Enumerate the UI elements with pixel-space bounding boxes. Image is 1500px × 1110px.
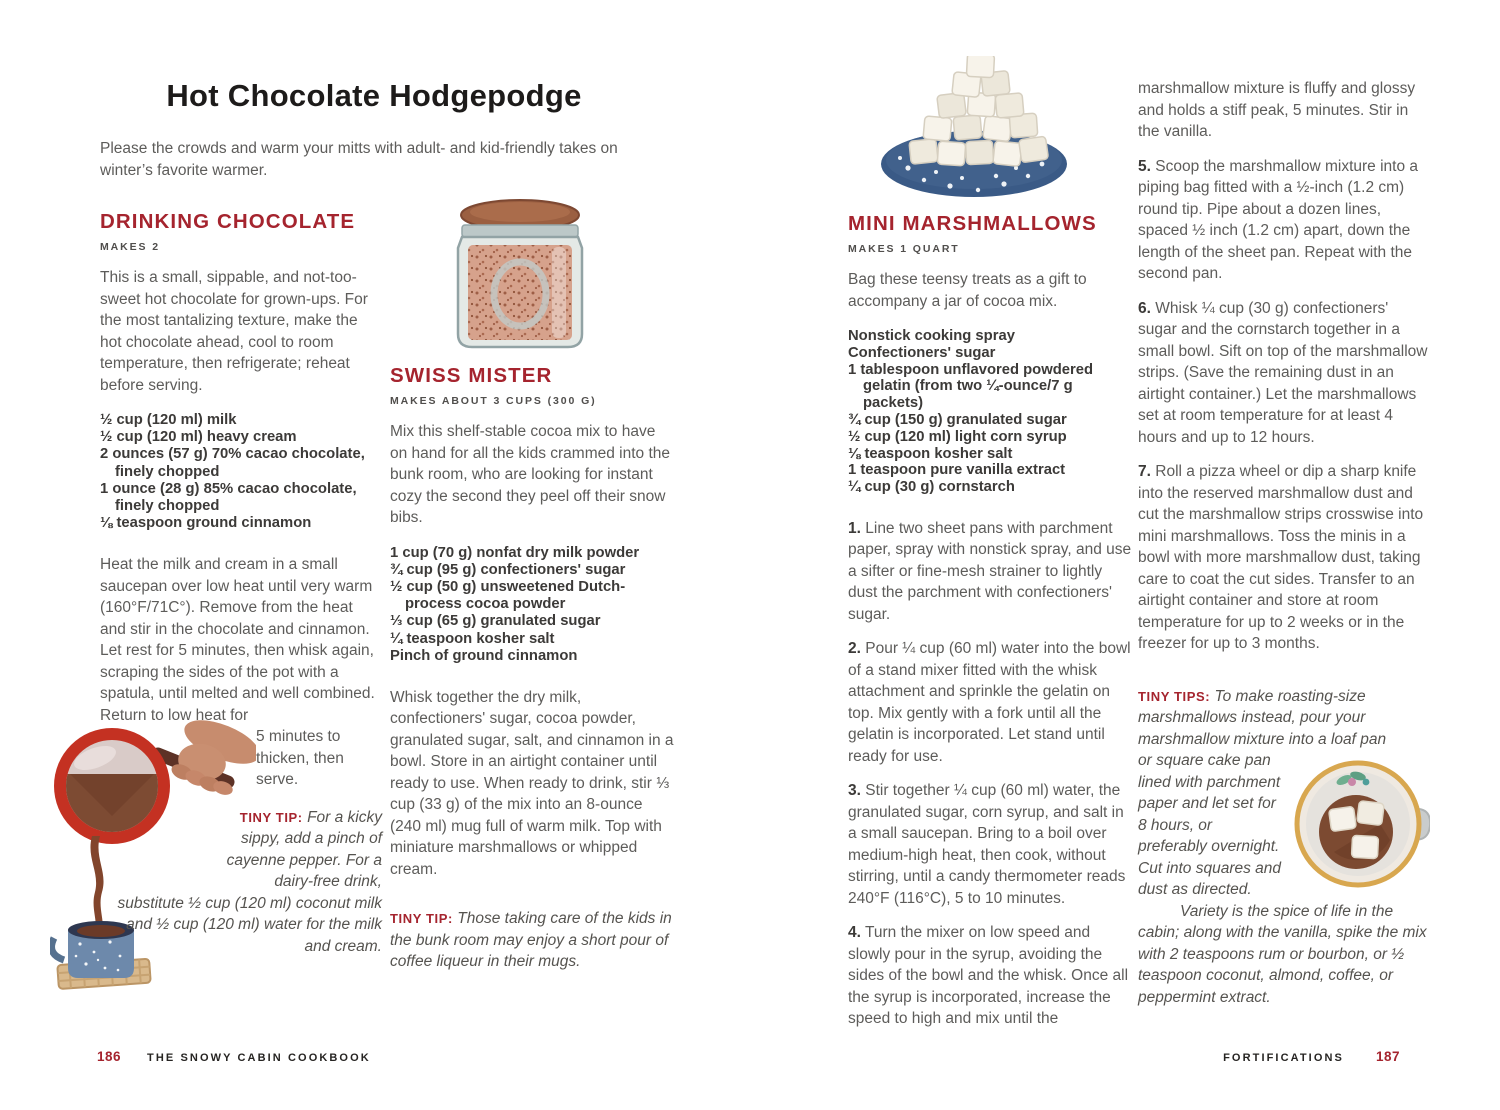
recipe-step	[848, 922, 1134, 1030]
page-title: Hot Chocolate Hodgepodge	[166, 78, 582, 113]
tiny-tips	[1138, 686, 1430, 751]
ingredient-line: 1 teaspoon pure vanilla extract	[848, 462, 1066, 479]
ingredient-list	[848, 328, 1134, 496]
tiny-tips-text-2: or square cake pan lined with parchment paper and let set for 8 hours, or preferably overnight. Cut into squares and dust as directed.	[1138, 752, 1282, 898]
tiny-tips-wrap	[1138, 750, 1430, 901]
footer-left	[97, 1049, 371, 1064]
step-text: Turn the mixer on low speed and slowly pour in the syrup, avoiding the sides of the bowl and the whisk. Once all the syrup is incorporated, increase the speed to high and mix until the	[848, 924, 1129, 1028]
recipe-instructions-tail: 5 minutes to thicken, then serve.	[256, 728, 344, 789]
step-continuation: marshmallow mixture is fluffy and glossy and holds a stiff peak, 5 minutes. Stir in the vanilla.	[1138, 80, 1416, 140]
recipe-yield: MAKES 2	[100, 241, 160, 253]
ingredient-line: Nonstick cooking spray	[848, 328, 1015, 344]
cocoa-mix-jar-illustration	[432, 194, 608, 354]
step-number: 2.	[848, 640, 861, 658]
recipe-instructions: Whisk together the dry milk, confectioners' sugar, cocoa powder, granulated sugar, salt, and cinnamon in a bowl. Store in an airtight container until ready to use. When ready to drink, stir ⅓ cup (33 g) of the mix into an 8-ounce (240 ml) mug full of warm milk. Top with miniature marshmallows or whipped cream.	[390, 688, 674, 878]
swiss-mister-section	[390, 364, 676, 973]
ingredient-line: ½ cup (120 ml) heavy cream	[100, 429, 297, 446]
recipe-step	[848, 780, 1134, 909]
recipe-intro: This is a small, sippable, and not-too-sweet hot chocolate for grown-ups. For the most tantalizing texture, make the hot chocolate ahead, cool to room temperature, then refrigerate; reheat before serving.	[100, 269, 368, 394]
spread-intro-text: Please the crowds and warm your mitts with adult- and kid-friendly takes on winter’s favorite warmer.	[100, 140, 618, 179]
mini-marshmallows-section	[848, 212, 1134, 1043]
spread-intro-block	[100, 138, 632, 182]
step-text: Roll a pizza wheel or dip a sharp knife into the reserved marshmallow dust and cut the marshmallow strips crosswise into mini marshmallows. Toss the minis in a bowl with more marshmallow dust, taking care to coat the cut sides. Transfer to an airtight container and store at room temperature for up to 2 weeks or in the freezer for up to 3 months.	[1138, 463, 1424, 652]
ingredient-line: ½ cup (120 ml) light corn syrup	[848, 428, 1067, 445]
tiny-tip	[100, 807, 382, 958]
ingredient-line: ½ cup (50 g) unsweetened Dutch-process cocoa powder	[390, 578, 626, 613]
ingredient-line: 1 tablespoon unflavored powdered gelatin (from two ¼-ounce/7 g packets)	[848, 361, 1094, 412]
ingredient-line: 1 ounce (28 g) 85% cacao chocolate, finely chopped	[100, 480, 357, 515]
ingredient-line: Pinch of ground cinnamon	[390, 647, 578, 664]
step-list	[848, 518, 1134, 1030]
footer-right	[1223, 1049, 1400, 1064]
drinking-chocolate-section	[100, 210, 382, 957]
ingredient-line: ¾ cup (150 g) granulated sugar	[848, 411, 1067, 428]
tiny-tips-label: TINY TIPS:	[1138, 688, 1211, 704]
ingredient-line: 1 cup (70 g) nonfat dry milk powder	[390, 544, 640, 561]
tiny-tip-label: TINY TIP:	[390, 911, 453, 927]
ingredient-line: ⅛ teaspoon ground cinnamon	[100, 515, 312, 532]
ingredient-list	[390, 545, 676, 665]
page-number-right: 187	[1375, 1049, 1400, 1064]
marshmallow-pile	[909, 56, 1049, 166]
ingredient-line: ¼ teaspoon kosher salt	[390, 630, 555, 647]
tiny-tips-text-1: To make roasting-size marshmallows instead, pour your marshmallow mixture into a loaf pan	[1138, 687, 1387, 748]
step-number: 6.	[1138, 299, 1151, 317]
ingredient-list	[100, 412, 382, 532]
mini-marshmallows-continued	[1138, 78, 1430, 1008]
step-number: 4.	[848, 924, 861, 942]
recipe-step	[848, 518, 1134, 626]
spread-title-block	[100, 78, 648, 114]
glass-highlight	[552, 247, 566, 338]
ingredient-line: ⅓ cup (65 g) granulated sugar	[390, 613, 601, 630]
recipe-step	[848, 638, 1134, 767]
step-number: 7.	[1138, 463, 1151, 480]
book-title-footer: THE SNOWY CABIN COOKBOOK	[147, 1052, 371, 1064]
step-number: 5.	[1138, 157, 1151, 175]
recipe-title-mini-marshmallows: MINI MARSHMALLOWS	[848, 212, 1097, 235]
ingredient-line: 2 ounces (57 g) 70% cacao chocolate, finely chopped	[100, 446, 365, 480]
recipe-instructions: Heat the milk and cream in a small saucepan over low heat until very warm (160°F/71C°). Remove from the heat and stir in the chocolate and cinnamon. Let rest for 5 minutes, then whisk again, scraping the sides of the pot with a spatula, until melted and well combined. Return to low heat for	[100, 556, 375, 724]
jar-neck	[462, 225, 578, 237]
recipe-intro: Mix this shelf-stable cocoa mix to have on hand for all the kids crammed into the bunk room, who are looking for instant cozy the second they peel off their snow bibs.	[390, 423, 671, 526]
hot-chocolate-mug-top-view-illustration	[1294, 752, 1430, 894]
tiny-tip	[390, 908, 676, 973]
ingredient-line: ⅛ teaspoon kosher salt	[848, 445, 1013, 462]
wrap-spacer	[100, 807, 206, 873]
recipe-step	[1138, 298, 1430, 449]
ingredient-line: Confectioners' sugar	[848, 344, 996, 361]
tiny-tip-text: Those taking care of the kids in the bunk room may enjoy a short pour of coffee liqueur in their mugs.	[390, 910, 672, 971]
chapter-title-footer: FORTIFICATIONS	[1223, 1052, 1344, 1064]
step-number: 1.	[848, 519, 861, 537]
tiny-tip-label: TINY TIP:	[239, 809, 303, 825]
step-text: Whisk ¼ cup (30 g) confectioners' sugar and the cornstarch together in a small bowl. Sift on top of the marshmallow strips. (Save the remaining dust in an airtight container.) Let the marshmallows set at room temperature for at least 4 hours and up to 12 hours.	[1138, 299, 1428, 446]
tiny-tips-text-3-wrap	[1138, 901, 1430, 1009]
recipe-step	[1138, 461, 1430, 655]
recipe-title-drinking-chocolate: DRINKING CHOCOLATE	[100, 210, 356, 233]
step-text: Stir together ¼ cup (60 ml) water, the granulated sugar, corn syrup, and salt in a small saucepan. Bring to a boil over medium-high heat, then cook, without stirring, until a candy thermometer reads 240°F (116°C), 5 to 10 minutes.	[848, 782, 1126, 907]
tiny-tips-text-3: Variety is the spice of life in the cabin; along with the vanilla, spike the mix with 2 teaspoons rum or bourbon, or ½ teaspoon coconut, almond, coffee, or peppermint extract.	[1138, 902, 1427, 1006]
tiny-tip-text: For a kicky sippy, add a pinch of cayenne pepper. For a dairy-free drink, substitute ½ cup (120 ml) coconut milk and ½ cup (120 ml) water for the milk and cream.	[117, 808, 382, 955]
page-number-left: 186	[97, 1049, 122, 1064]
recipe-intro: Bag these teensy treats as a gift to accompany a jar of cocoa mix.	[848, 271, 1087, 310]
ingredient-line: ¾ cup (95 g) confectioners' sugar	[390, 561, 626, 578]
recipe-title-swiss-mister: SWISS MISTER	[390, 364, 553, 387]
step-text: Pour ¼ cup (60 ml) water into the bowl of a stand mixer fitted with the whisk attachment and sprinkle the gelatin on top. Mix gently with a fork until all the gelatin is incorporated. Let stand until ready for use.	[848, 640, 1131, 765]
step-text: Scoop the marshmallow mixture into a piping bag fitted with a ½-inch (1.2 cm) round tip. Pipe about a dozen lines, spaced ½ inch (1.2 cm) apart, down the length of the sheet pan. Repeat with the second pan.	[1138, 157, 1419, 282]
recipe-yield: MAKES 1 QUART	[848, 243, 960, 255]
recipe-step	[1138, 156, 1430, 285]
ingredient-line: ¼ cup (30 g) cornstarch	[848, 479, 1015, 496]
ingredient-line: ½ cup (120 ml) milk	[100, 412, 237, 428]
recipe-yield: MAKES ABOUT 3 CUPS (300 G)	[390, 395, 597, 407]
step-text: Line two sheet pans with parchment paper, spray with nonstick spray, and use a sifter or fine-mesh strainer to lightly dust the parchment with confectioners' sugar.	[848, 519, 1132, 623]
step-number: 3.	[848, 782, 861, 800]
step-list	[1138, 156, 1430, 655]
marshmallow-pile-on-plate-illustration	[866, 56, 1082, 204]
